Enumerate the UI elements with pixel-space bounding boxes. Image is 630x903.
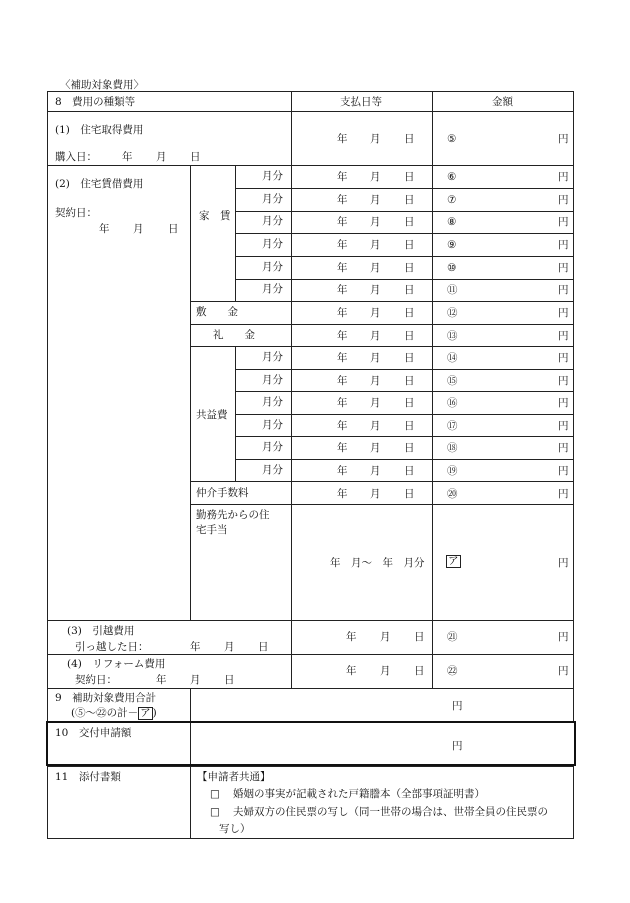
date-month: 月: [370, 171, 381, 183]
date-year: 年: [346, 665, 357, 677]
date-year: 年: [337, 239, 348, 251]
attachment-doc-1: 婚姻の事実が記載された戸籍謄本（全部事項証明書）: [233, 788, 485, 800]
row-line: [235, 391, 574, 392]
date-month: 月: [370, 465, 381, 477]
col-line: [432, 91, 433, 688]
date-year: 年: [337, 375, 348, 387]
amount-no: ⑪: [447, 284, 458, 296]
amount-no: ⑨: [447, 239, 457, 251]
purchase-date-label: 購入日：: [55, 151, 97, 163]
yen-unit: 円: [558, 171, 569, 183]
date-year: 年: [337, 442, 348, 454]
row-line: [190, 324, 574, 325]
header-amount: 金額: [492, 96, 513, 108]
date-year: 年: [337, 194, 348, 206]
date-year: 年: [337, 307, 348, 319]
row-line: [190, 346, 574, 347]
row-line: [235, 211, 574, 212]
date-day: 日: [404, 442, 415, 454]
item11-title: 11 添付書類: [55, 771, 121, 783]
amount-no: ⑬: [447, 330, 458, 342]
date-day: 日: [404, 375, 415, 387]
row-line: [47, 688, 574, 689]
date-month: 月: [380, 665, 391, 677]
date-month: 月: [370, 194, 381, 206]
amount-no: ⑦: [447, 194, 457, 206]
col-line: [190, 766, 191, 838]
date-month: 月: [224, 641, 235, 653]
month-portion: 月分: [262, 374, 283, 386]
row-line: [235, 233, 574, 234]
date-year: 年: [337, 488, 348, 500]
housing-allowance-box: [446, 555, 461, 568]
date-year: 年: [190, 641, 201, 653]
table-border-left: [47, 766, 48, 838]
item4-title: (4) リフォーム費用: [67, 658, 166, 670]
date-month: 月: [370, 352, 381, 364]
housing-allowance-label: 宅手当: [196, 524, 228, 536]
yen-unit: 円: [452, 700, 463, 712]
contract-date-label: 契約日：: [55, 207, 97, 219]
date-day: 日: [404, 216, 415, 228]
date-day: 日: [404, 352, 415, 364]
housing-allowance-label: 勤務先からの住: [196, 509, 270, 521]
yen-unit: 円: [558, 194, 569, 206]
amount-no: ⑫: [447, 307, 458, 319]
row-line: [190, 481, 574, 482]
date-day: 日: [258, 641, 269, 653]
attachment-doc-2-cont: 写し）: [219, 823, 251, 835]
header-cost-type: 8 費用の種類等: [55, 96, 136, 108]
date-year: 年: [122, 151, 133, 163]
item3-title: (3) 引越費用: [67, 625, 135, 637]
month-portion: 月分: [262, 396, 283, 408]
amount-no: ⑮: [447, 375, 458, 387]
rent-label: 家 賃: [199, 210, 231, 222]
date-month: 月: [370, 420, 381, 432]
date-month: 月: [370, 216, 381, 228]
date-month: 月: [190, 674, 201, 686]
date-month: 月: [370, 284, 381, 296]
date-year: 年: [337, 330, 348, 342]
date-day: 日: [224, 674, 235, 686]
col-line: [190, 688, 191, 722]
date-year: 年: [337, 420, 348, 432]
month-portion: 月分: [262, 441, 283, 453]
box-a: ア: [448, 555, 459, 567]
month-portion: 月分: [262, 238, 283, 250]
month-portion: 月分: [262, 261, 283, 273]
item1-title: (1) 住宅取得費用: [55, 124, 144, 136]
row-line: [47, 165, 574, 166]
date-year: 年: [346, 631, 357, 643]
date-day: 日: [404, 420, 415, 432]
yen-unit: 円: [452, 740, 463, 752]
yen-unit: 円: [558, 465, 569, 477]
date-day: 日: [404, 239, 415, 251]
date-day: 日: [414, 631, 425, 643]
yen-unit: 円: [558, 397, 569, 409]
month-portion: 月分: [262, 215, 283, 227]
date-year: 年: [337, 171, 348, 183]
row-line: [235, 256, 574, 257]
reform-contract-label: 契約日：: [75, 674, 117, 686]
table-border-top: [47, 91, 574, 92]
date-day: 日: [168, 223, 179, 235]
yen-unit: 円: [558, 631, 569, 643]
formula-text: (⑤〜㉒の計－: [71, 707, 139, 719]
date-year: 年: [337, 397, 348, 409]
month-portion: 月分: [262, 351, 283, 363]
yen-unit: 円: [558, 307, 569, 319]
yen-unit: 円: [558, 665, 569, 677]
moving-date-label: 引っ越した日：: [75, 641, 149, 653]
item9-title: 9 補助対象費用合計: [55, 692, 157, 704]
formula-text: ): [152, 707, 157, 719]
month-portion: 月分: [262, 170, 283, 182]
date-year: 年: [337, 284, 348, 296]
row-line: [235, 459, 574, 460]
checkbox-2[interactable]: □: [210, 806, 220, 818]
row-line: [47, 766, 574, 767]
yen-unit: 円: [558, 352, 569, 364]
row-line: [190, 301, 574, 302]
date-day: 日: [404, 133, 415, 145]
date-month: 月: [380, 631, 391, 643]
date-month: 月: [370, 375, 381, 387]
date-month: 月: [133, 223, 144, 235]
table-border-left: [47, 91, 48, 722]
amount-no: ⑲: [447, 465, 458, 477]
date-year: 年: [337, 352, 348, 364]
deposit-label: 敷 金: [196, 306, 238, 318]
table-border-right: [573, 766, 574, 838]
item10-title: 10 交付申請額: [55, 727, 132, 739]
date-year: 年: [337, 465, 348, 477]
yen-unit: 円: [558, 133, 569, 145]
row-line: [235, 279, 574, 280]
attachment-doc-2: 夫婦双方の住民票の写し（同一世帯の場合は、世帯全員の住民票の: [233, 806, 548, 818]
box-a: ア: [140, 707, 151, 719]
row-line: [235, 188, 574, 189]
yen-unit: 円: [558, 284, 569, 296]
yen-unit: 円: [558, 420, 569, 432]
table-border-bottom: [47, 838, 574, 839]
yen-unit: 円: [558, 216, 569, 228]
row-line: [235, 436, 574, 437]
date-month: 月: [370, 397, 381, 409]
amount-no-5: ⑤: [447, 133, 457, 145]
date-year: 年: [99, 223, 110, 235]
yen-unit: 円: [558, 488, 569, 500]
yen-unit: 円: [558, 239, 569, 251]
checkbox-1[interactable]: □: [210, 788, 220, 800]
housing-allowance-period: 年 月〜 年 月分: [330, 557, 425, 569]
attachments-heading: 【申請者共通】: [197, 771, 271, 783]
date-month: 月: [370, 239, 381, 251]
date-day: 日: [190, 151, 201, 163]
row-line: [47, 620, 574, 621]
col-line: [235, 165, 236, 301]
amount-no: ⑰: [447, 420, 458, 432]
header-payment-date: 支払日等: [340, 96, 382, 108]
date-day: 日: [404, 330, 415, 342]
month-portion: 月分: [262, 283, 283, 295]
col-line: [190, 165, 191, 620]
date-month: 月: [370, 133, 381, 145]
yen-unit: 円: [558, 557, 569, 569]
date-month: 月: [370, 442, 381, 454]
date-year: 年: [337, 216, 348, 228]
amount-no: ㉒: [447, 665, 458, 677]
amount-no: ⑩: [447, 262, 457, 274]
month-portion: 月分: [262, 419, 283, 431]
amount-no: ⑥: [447, 171, 457, 183]
month-portion: 月分: [262, 193, 283, 205]
date-day: 日: [404, 465, 415, 477]
item9-formula: [71, 707, 157, 720]
date-day: 日: [404, 307, 415, 319]
amount-no: ㉑: [447, 631, 458, 643]
row-line: [235, 369, 574, 370]
yen-unit: 円: [558, 375, 569, 387]
item2-title: (2) 住宅賃借費用: [55, 178, 144, 190]
date-month: 月: [370, 488, 381, 500]
common-fee-label: 共益費: [196, 409, 228, 421]
amount-no: ⑧: [447, 216, 457, 228]
date-day: 日: [404, 488, 415, 500]
brokerage-label: 仲介手数料: [196, 487, 249, 499]
date-day: 日: [404, 194, 415, 206]
amount-no: ⑳: [447, 488, 458, 500]
yen-unit: 円: [558, 262, 569, 274]
amount-no: ⑱: [447, 442, 458, 454]
date-day: 日: [404, 262, 415, 274]
key-money-label: 礼 金: [213, 329, 255, 341]
month-portion: 月分: [262, 464, 283, 476]
yen-unit: 円: [558, 442, 569, 454]
row-line: [235, 414, 574, 415]
date-month: 月: [370, 307, 381, 319]
table-border-right: [573, 91, 574, 722]
col-line: [235, 346, 236, 481]
amount-no: ⑭: [447, 352, 458, 364]
date-year: 年: [337, 133, 348, 145]
date-day: 日: [404, 171, 415, 183]
date-day: 日: [414, 665, 425, 677]
col-line: [291, 91, 292, 688]
row-line: [190, 504, 574, 505]
header-bottom-line: [47, 111, 574, 112]
date-year: 年: [337, 262, 348, 274]
date-day: 日: [404, 397, 415, 409]
yen-unit: 円: [558, 330, 569, 342]
date-month: 月: [156, 151, 167, 163]
date-month: 月: [370, 330, 381, 342]
date-month: 月: [370, 262, 381, 274]
date-day: 日: [404, 284, 415, 296]
date-year: 年: [156, 674, 167, 686]
amount-no: ⑯: [447, 397, 458, 409]
section-title: 〈補助対象費用〉: [60, 79, 144, 91]
row-line: [47, 654, 574, 655]
